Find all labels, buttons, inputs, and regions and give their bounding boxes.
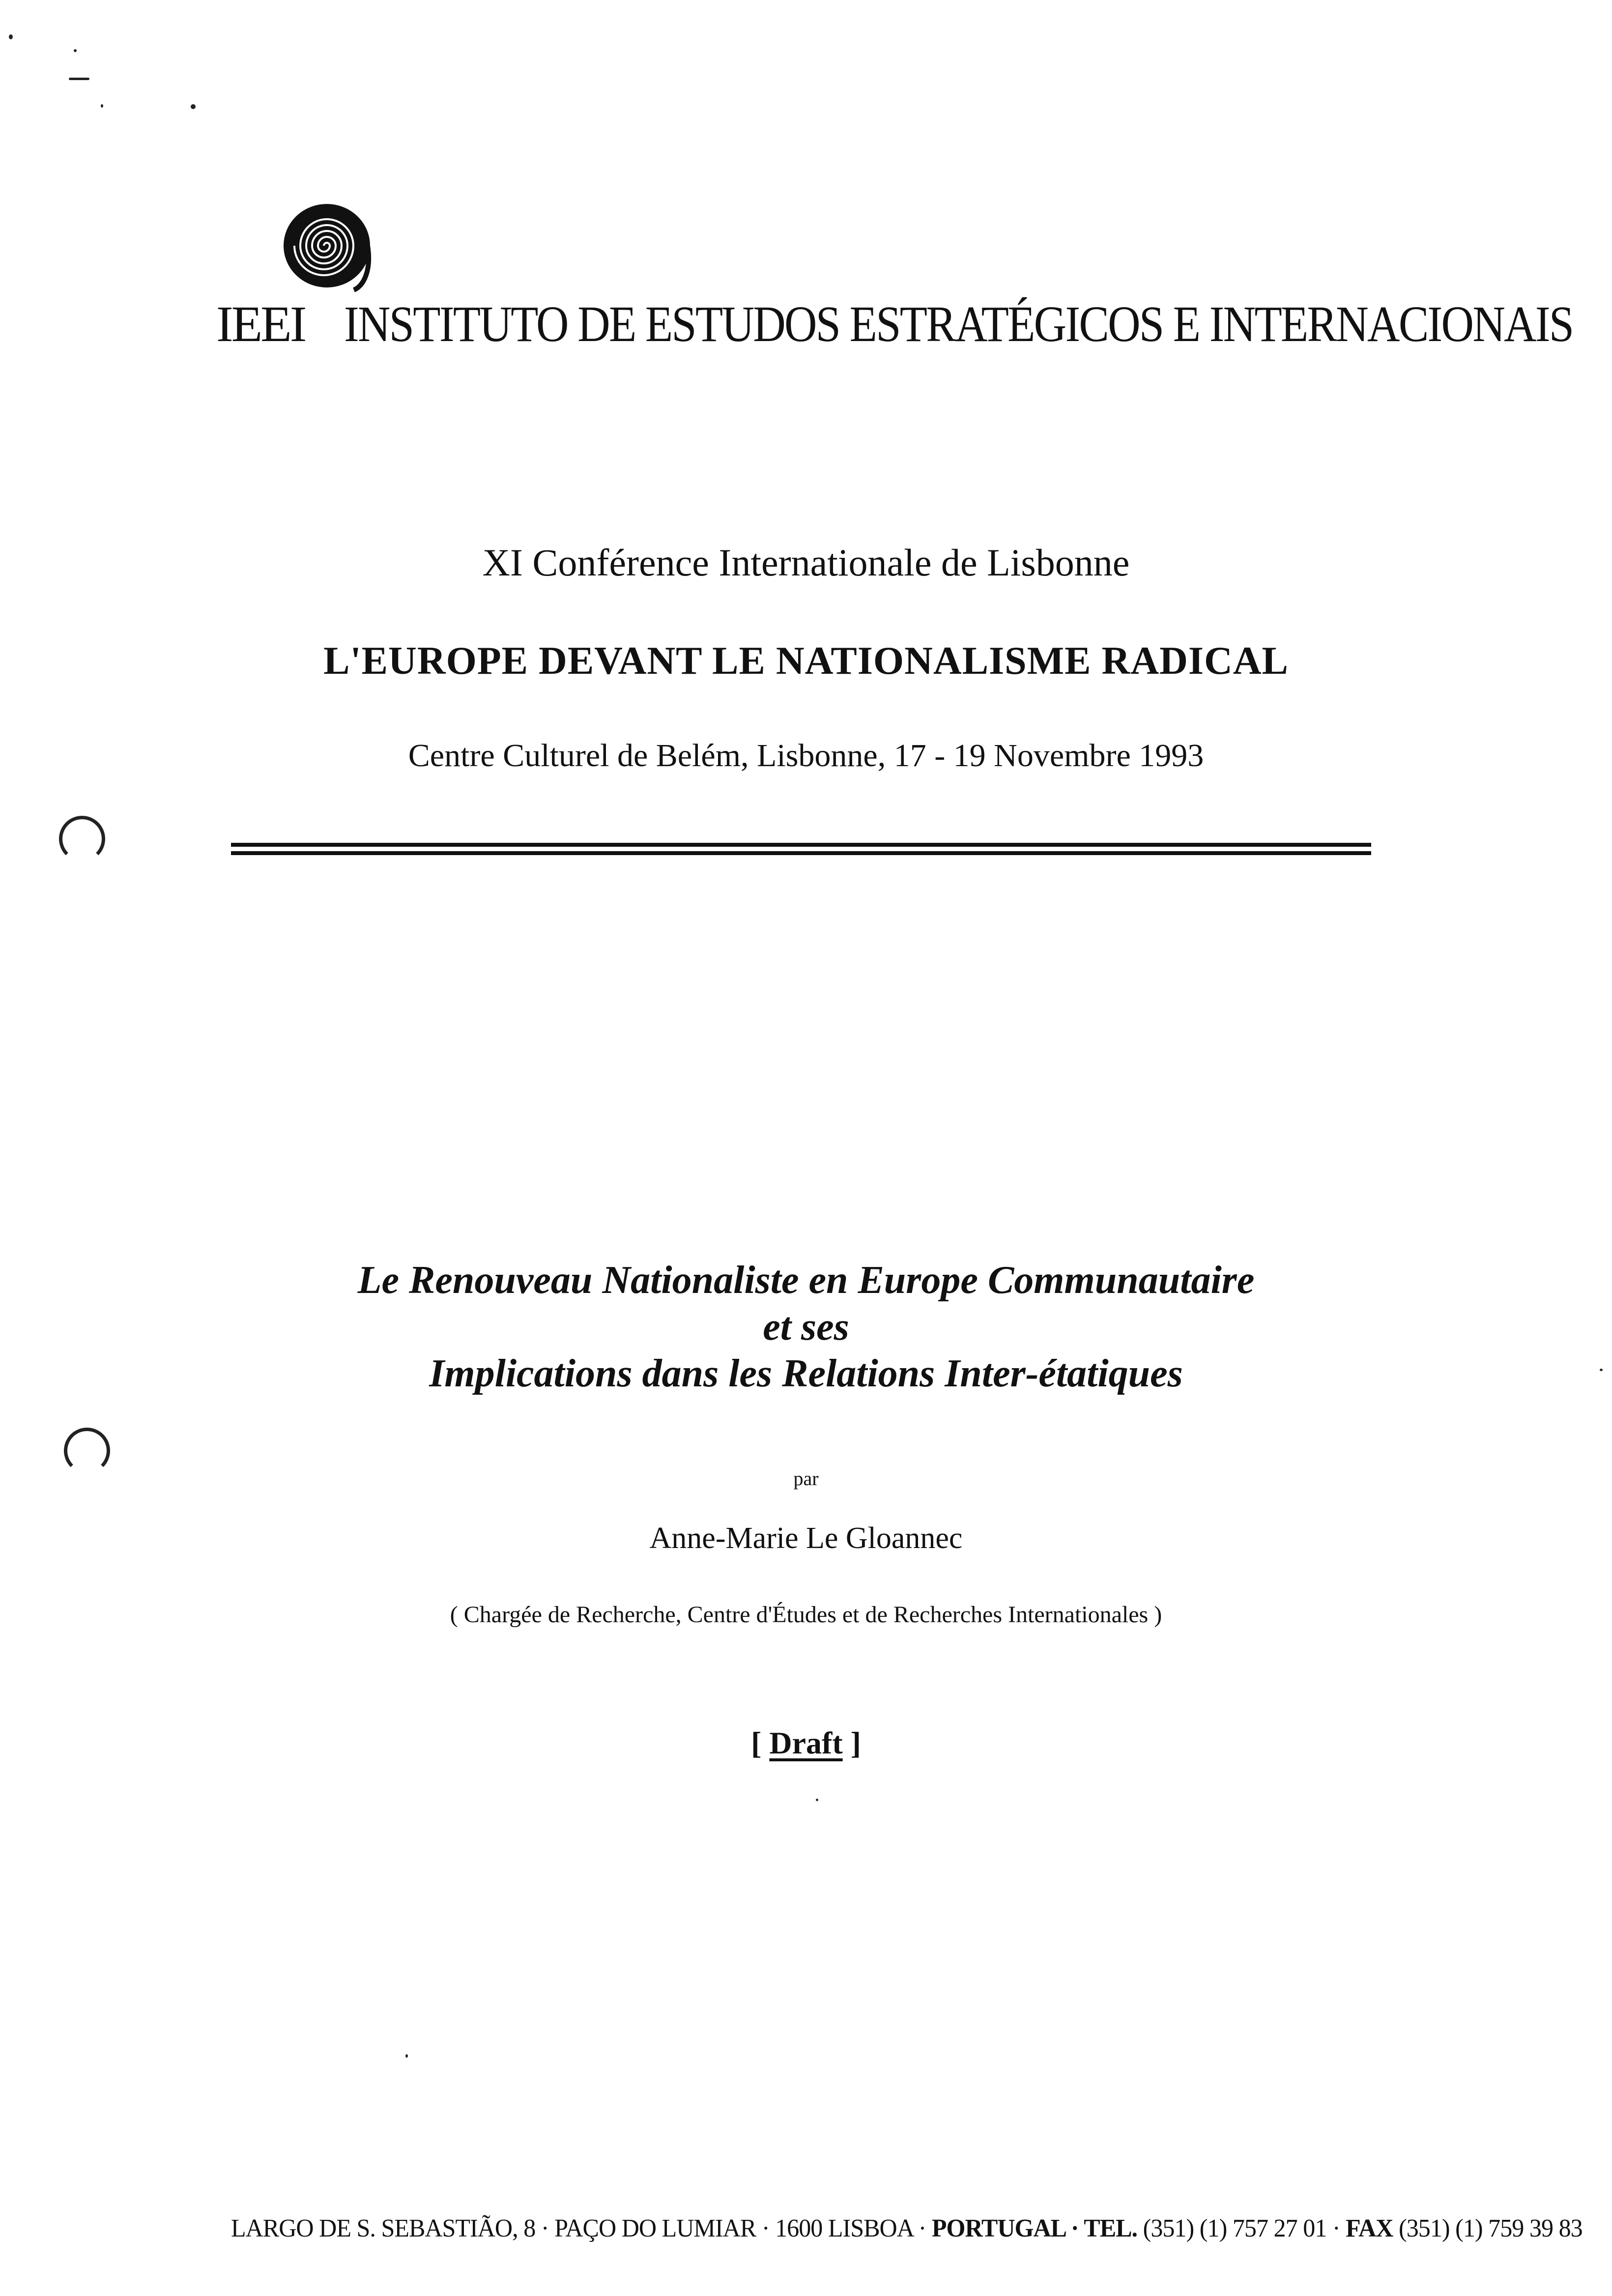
double-rule-divider	[231, 843, 1371, 858]
footer-fax: (351) (1) 759 39 83	[1393, 2214, 1583, 2242]
paper-title-line: Le Renouveau Nationaliste en Europe Communautaire	[357, 1259, 1255, 1302]
scan-speck	[405, 2054, 408, 2058]
author-affiliation: ( Chargée de Recherche, Centre d'Études et de Recherches Internationales )	[450, 1602, 1162, 1628]
paper-title-line: Implications dans les Relations Inter-étatiques	[429, 1352, 1183, 1395]
institute-abbreviation: IEEI	[216, 296, 305, 352]
institute-header	[216, 295, 1573, 364]
footer-address	[231, 2214, 1583, 2253]
draft-open-bracket: [	[751, 1725, 770, 1760]
institute-name: INSTITUTO DE ESTUDOS ESTRATÉGICOS E INTERNACIONAIS	[344, 296, 1573, 352]
conference-venue-dates: Centre Culturel de Belém, Lisbonne, 17 - 19 Novembre 1993	[408, 738, 1204, 774]
conference-theme: L'EUROPE DEVANT LE NATIONALISME RADICAL	[323, 639, 1289, 683]
by-word: par	[793, 1467, 819, 1490]
scan-speck	[191, 104, 196, 109]
scan-speck	[9, 34, 13, 39]
scan-speck	[69, 78, 89, 80]
scan-speck	[101, 104, 103, 108]
paper-title	[0, 1258, 1612, 1406]
draft-close-bracket: ]	[842, 1725, 861, 1760]
author-name: Anne-Marie Le Gloannec	[649, 1521, 963, 1555]
footer-tel: (351) (1) 757 27 01 ·	[1137, 2214, 1346, 2242]
footer-fax-label: FAX	[1346, 2214, 1393, 2242]
footer-tel-label: · TEL.	[1065, 2214, 1138, 2242]
conference-name: XI Conférence Internationale de Lisbonne	[482, 541, 1130, 584]
draft-status	[0, 1725, 1612, 1761]
paper-title-line: et ses	[763, 1305, 849, 1349]
punch-hole	[59, 816, 105, 862]
footer-country: PORTUGAL	[931, 2214, 1065, 2242]
scan-speck	[74, 49, 77, 52]
spiral-logo-icon	[280, 197, 378, 295]
draft-label: Draft	[769, 1725, 843, 1760]
scan-speck	[816, 1799, 818, 1801]
footer-street: LARGO DE S. SEBASTIÃO, 8 · PAÇO DO LUMIAR · 1600 LISBOA ·	[231, 2214, 932, 2242]
